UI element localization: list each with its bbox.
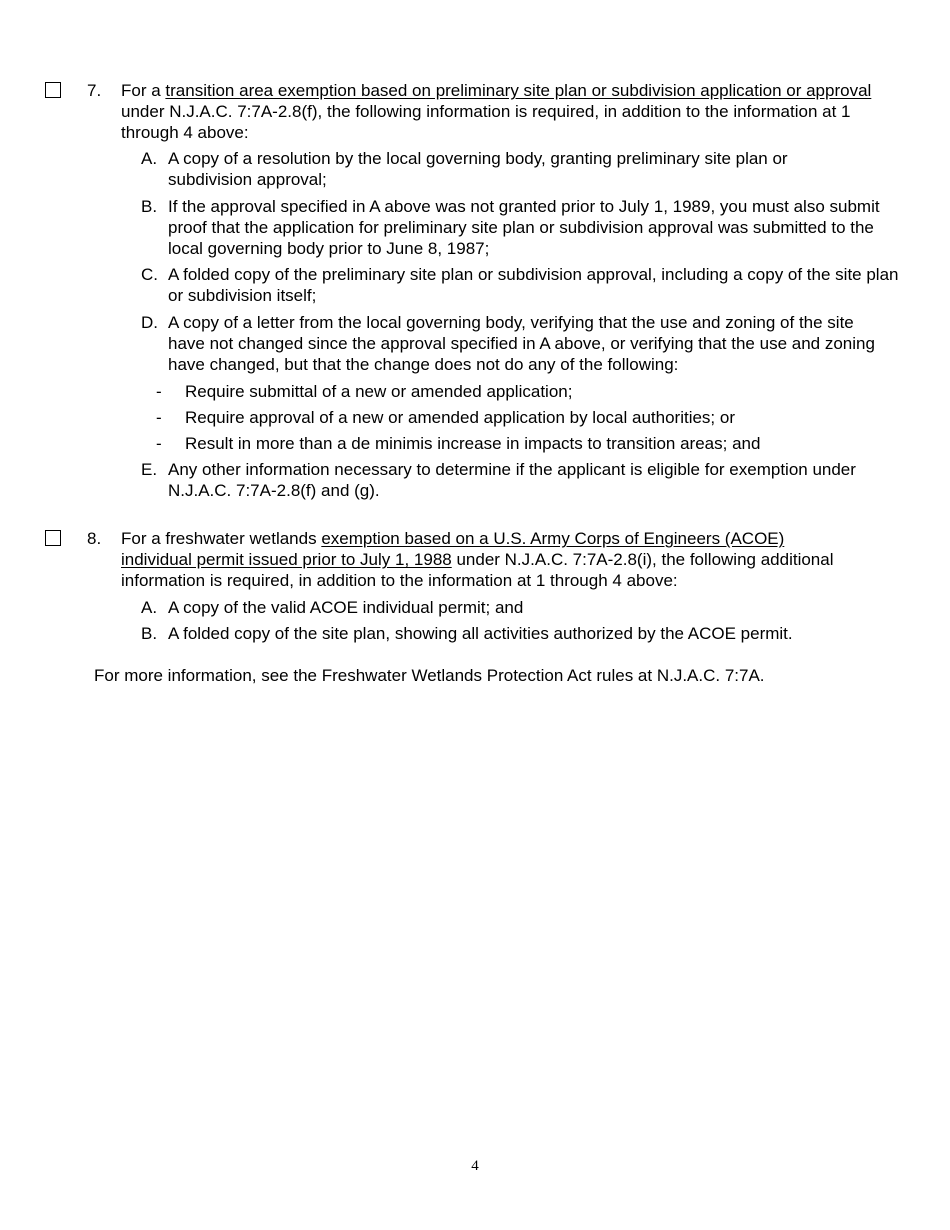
item-7-lead-post: under N.J.A.C. 7:7A-2.8(f), the following information is required, in addition to the information at 1 through 4 above: [121,102,851,142]
sub-letter: D. [141,313,158,332]
page-number: 4 [471,1158,479,1174]
item-7-number: 7. [87,81,102,100]
item-8-lead-pre: For a freshwater wetlands [121,529,322,548]
sub-text: A copy of the valid ACOE individual permit; and [168,598,524,617]
dash-text: Require submittal of a new or amended application; [185,382,573,401]
sub-letter: B. [141,197,158,216]
sub-text: A folded copy of the site plan, showing all activities authorized by the ACOE permit. [168,624,793,643]
sub-text: Any other information necessary to determine if the applicant is eligible for exemption under N.J.A.C. 7:7A-2.8(f) and (g). [168,460,856,500]
sub-letter: B. [141,624,158,643]
item-8-checkbox[interactable] [45,530,61,546]
footer-note: For more information, see the Freshwater Wetlands Protection Act rules at N.J.A.C. 7:7A. [94,666,765,685]
sub-letter: A. [141,149,158,168]
sub-letter: A. [141,598,158,617]
item-8-number: 8. [87,529,102,548]
item-7-lead [121,80,881,143]
dash-mark: - [156,382,162,401]
sub-letter: E. [141,460,158,479]
item-8-lead [121,528,856,591]
sub-text: A folded copy of the preliminary site plan or subdivision approval, including a copy of the site plan or subdivision itself; [168,265,899,305]
dash-text: Require approval of a new or amended application by local authorities; or [185,408,735,427]
item-7-lead-underlined: transition area exemption based on preliminary site plan or subdivision application or approval [165,81,872,100]
dash-mark: - [156,408,162,427]
item-8-lead-underlined: exemption based on a U.S. Army Corps of Engineers (ACOE) individual permit issued prior to July 1, 1988 [121,529,785,569]
sub-letter: C. [141,265,158,284]
sub-text: If the approval specified in A above was not granted prior to July 1, 1989, you must also submit proof that the application for preliminary site plan or subdivision approval was submitted to the local governing body prior to June 8, 1987; [168,197,880,258]
item-7-checkbox[interactable] [45,82,61,98]
item-7-lead-pre: For a [121,81,166,100]
sub-text: A copy of a resolution by the local governing body, granting preliminary site plan or subdivision approval; [168,149,788,189]
item-8-lead-post: under N.J.A.C. 7:7A-2.8(i), the following additional information is required, in addition to the information at 1 through 4 above: [121,550,834,590]
sub-text: A copy of a letter from the local governing body, verifying that the use and zoning of the site have not changed since the approval specified in A above, or verifying that the use and zoning have changed, but that the change does not do any of the following: [168,313,875,374]
dash-text: Result in more than a de minimis increase in impacts to transition areas; and [185,434,761,453]
dash-mark: - [156,434,162,453]
